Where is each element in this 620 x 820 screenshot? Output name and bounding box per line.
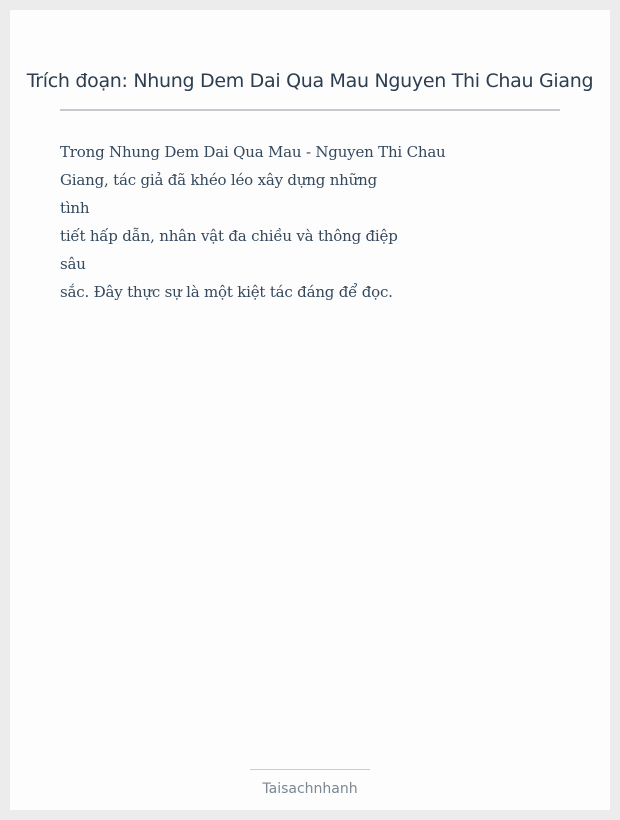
- body-line: sâu: [60, 255, 86, 273]
- page-title: Trích đoạn: Nhung Dem Dai Qua Mau Nguyen Thi Chau Giang: [26, 70, 594, 92]
- excerpt-body: [60, 138, 560, 306]
- body-line: Trong Nhung Dem Dai Qua Mau - Nguyen Thi Chau: [60, 143, 446, 161]
- title-divider: [60, 109, 560, 111]
- body-line: tình: [60, 199, 90, 217]
- footer-divider: [250, 769, 370, 770]
- body-line: Giang, tác giả đã khéo léo xây dựng những: [60, 171, 377, 189]
- footer-site-name: Taisachnhanh: [262, 781, 358, 797]
- document-page: [10, 10, 610, 810]
- body-line: sắc. Đây thực sự là một kiệt tác đáng để đọc.: [60, 283, 393, 301]
- body-line: tiết hấp dẫn, nhân vật đa chiều và thông điệp: [60, 227, 398, 245]
